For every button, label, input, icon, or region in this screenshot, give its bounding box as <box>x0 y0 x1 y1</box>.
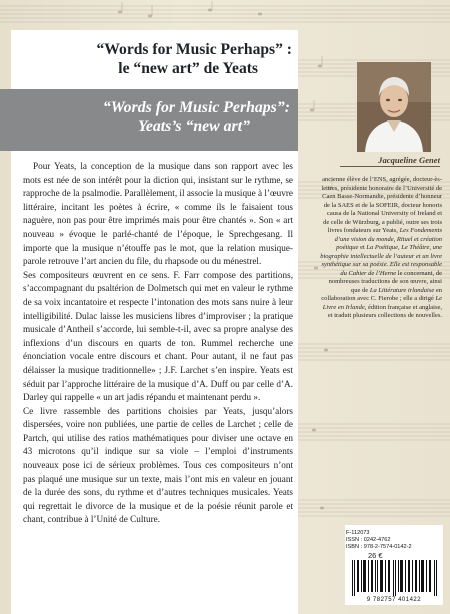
barcode-icon <box>350 560 440 596</box>
title-english-line2: Yeats’s “new art” <box>137 118 250 135</box>
bio-title-herne: Cahier de l’Herne <box>348 269 397 277</box>
title-french-line2: le “new art” de Yeats <box>118 60 258 77</box>
bio-title-livre: Le Livre en Irlande <box>322 295 442 311</box>
author-portrait <box>357 62 431 152</box>
author-divider <box>340 166 440 167</box>
bio-title-fondements: Les Fondements d’une vision du monde, Rituel et création poétique <box>334 227 442 251</box>
blurb <box>23 160 293 527</box>
bio-text-a: ancienne élève de l’ENS, agrégée, docteur-ès-lettres, présidente honoraire de l’Université de Caen Basse-Normandie, présidente d’honneur de la SAES et de la SOFEIR, docteur honoris causa de la National University of Ireland et de celle de Würzburg, a publié, outre ses trois livres fondateurs sur Yeats, <box>321 176 442 234</box>
blurb-paragraph-1: Pour Yeats, la conception de la musique dans son rapport avec les mots est née de son intérêt pour la diction qui, insistant sur le rythme, se rapproche de la psalmodie. Parallèlement, il associe la musique à l’œuvre littéraire, incitant les poètes à écrire, « comme ils le faisaient tous naguère, non pas pour être imprimés mais pour être chantés ». Son « art nouveau » évoque le parlé-chanté de l’époque, le Sprechgesang. Il importe que la musique n’étouffe pas le mot, que la relation musique-parole retrouve l’art ancien du file, du rhapsode ou du ménestrel. <box>23 161 293 267</box>
barcode-number: 9 782757 401422 <box>366 597 422 603</box>
author-photo-icon <box>357 62 431 152</box>
bio-text-i: en collaboration avec C. Fierobe ; elle a dirigé <box>321 286 442 302</box>
blurb-paragraph-3: Ce livre rassemble des partitions choisies par Yeats, jusqu’alors dispersées, voire non publiées, une partie de celles de Larchet ; celle de Partch, qui utilise des ratios mathématiques pour diviser une octave en 43 microtons qu’il indique sur sa viole – l’emploi d’instruments nouveaux pose ici de sérieux problèmes. Tous ces compositeurs n’ont pas plaqué une musique sur un texte, mais l’ont mis en valeur en jouant de la durée des sons, du rythme et d’autres techniques musicales. Yeats qui regrettait le divorce de la musique et de la poésie réunit parole et chant, contribue à l’Unité de Culture. <box>23 405 293 525</box>
bio-title-theatre: , Le Théâtre, une biographie intellectuelle de l’auteur et un livre synthétique sur sa poésie. Elle est responsable du <box>320 244 442 277</box>
issn: ISSN : 0242-4762 <box>346 537 391 543</box>
catalog-ref: F-112073 <box>346 530 370 536</box>
bio-title-litterature: La Littérature irlandaise <box>369 286 435 294</box>
title-french <box>11 40 298 78</box>
author-name: Jacqueline Genet <box>378 155 440 165</box>
author-bio <box>320 176 442 321</box>
title-french-line1: “Words for Music Perhaps” : <box>96 41 292 58</box>
bio-text-g: le concernant, de nombreuses traductions de son œuvre, ainsi que de <box>328 269 442 294</box>
bio-text-c: et <box>360 244 365 251</box>
bio-title-poetique: La Poétique <box>366 244 398 251</box>
blurb-paragraph-2: Ses compositeurs œuvrent en ce sens. F. Farr compose des partitions, s’accompagnant du psaltérion de Dolmetsch qui met en valeur le rythme de sa voix incantatoire et respecte l’intonation des mots sans nuire à leur intelligibilité. Dulac laisse les musiciens libres d’improviser ; la pratique musicale d’Antheil s’accorde, lui semble-t-il, avec sa propre analyse des inflexions d’un discours en quarts de ton. Rummel recherche une énonciation vocale entre discours et chant. Pour autant, il ne faut pas délaisser la musique traditionnelle» ; J.F. Larchet s’en inspire. Yeats est séduit par l’approche littéraire de la musique d’A. Duff ou par celle d’A. Darley qui rappelle « un art jadis répandu et maintenant perdu ». <box>23 269 293 403</box>
title-english-line1: “Words for Music Perhaps”: <box>102 99 290 116</box>
isbn-block <box>346 530 442 551</box>
price: 26 € <box>368 551 383 560</box>
title-english <box>11 98 298 136</box>
bio-text-k: , édition française et anglaise, et traduit plusieurs collections de nouvelles. <box>327 303 442 319</box>
isbn: ISBN : 978-2-7574-0142-2 <box>346 544 412 550</box>
